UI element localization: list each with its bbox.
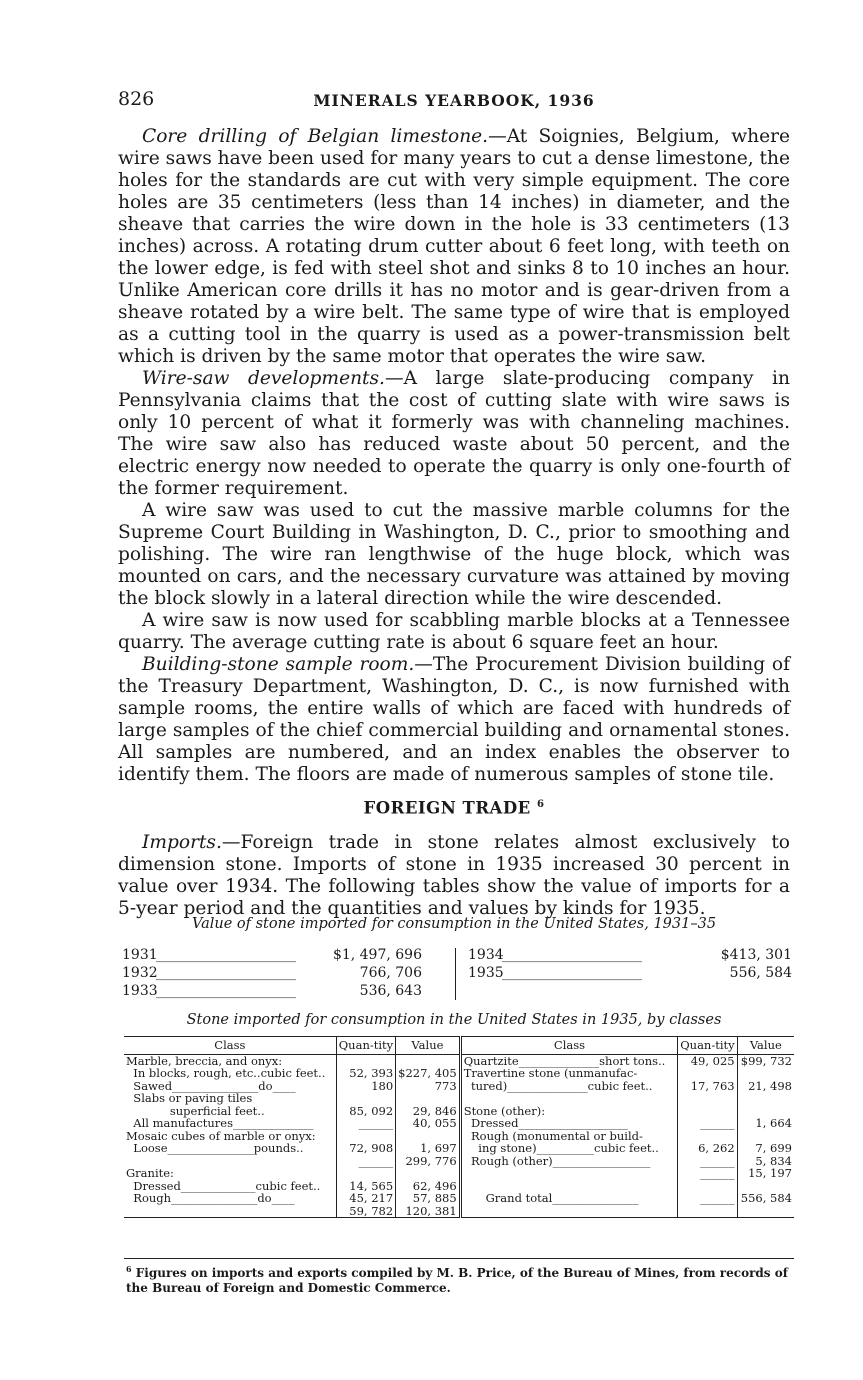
value-cell: 62, 496 [396,1180,461,1193]
class-cell: Marble, breccia, and onyx: [126,1053,283,1068]
table-row [468,946,792,964]
footnote-rule [124,1258,794,1259]
class-cell: Slabs or paving tiles [126,1091,253,1105]
leader-dots: ____________________ [156,947,296,963]
value-cell [737,1067,794,1080]
year-label: 1931 [122,947,158,963]
leader-dots: ____________________ [502,965,642,981]
class-cell: superficial feet.. [126,1103,265,1118]
value-cell: $227, 405 [396,1067,461,1080]
table-row [124,1142,794,1155]
paragraph-sample-room: Building-stone sample room.—The Procurement Division building of the Treasury Department, Washington, D. C., is now furnished with sample rooms, the entire walls of which are faced with hundreds of large samples of the chief commercial building and ornamental stones. All samples are numbered, and an index enables the observer to identify them. The floors are made of numerous samples of stone tile. [118,654,790,785]
value-cell: 5, 834 [737,1155,794,1168]
quantity-cell: 52, 393 [336,1067,395,1080]
quantity-cell [336,1167,395,1180]
quantity-cell [678,1205,737,1218]
value-cell: 29, 846 [396,1105,461,1118]
quantity-cell: ______ [678,1192,737,1205]
class-cell: Grand total_______________ [460,1192,678,1205]
column-header-class: Class [124,1037,336,1055]
value-cell: 556, 584 [729,965,792,981]
value-cell: 1, 664 [737,1117,794,1130]
leader-dots: ____________________ [156,983,296,999]
paragraph-title: Building-stone sample room. [142,654,415,675]
year-label: 1932 [122,965,158,981]
value-cell [396,1167,461,1180]
quantity-cell: 14, 565 [336,1180,395,1193]
paragraph-scabbling: A wire saw is now used for scabbling marble blocks at a Tennessee quarry. The average cutting rate is about 6 square feet an hour. [118,610,790,653]
quantity-cell: 17, 763 [678,1080,737,1093]
quantity-cell: 85, 092 [336,1105,395,1118]
column-header-quantity: Quan-tity [336,1037,395,1055]
table-row [124,1092,794,1105]
quantity-cell: ______ [336,1155,395,1168]
value-cell: 773 [396,1080,461,1093]
quantity-cell: ______ [678,1117,737,1130]
leader-dots: ____________________ [502,947,642,963]
quantity-cell [678,1067,737,1080]
class-cell [460,1167,678,1180]
value-cell: $99, 732 [737,1054,794,1067]
footnote: $^6$ Figures on imports and exports compiled by M. B. Price, of the Bureau of Mines, from records of the Bureau of Foreign and Domestic Commerce. [126,1264,788,1295]
paragraph-title: Core drilling of Belgian limestone. [142,126,489,147]
class-cell: All manufactures______________ [126,1116,314,1130]
footnote-mark: 6 [126,1264,132,1274]
quantity-cell: 49, 025 [678,1054,737,1067]
quantity-cell [336,1092,395,1105]
year-label: 1933 [122,983,158,999]
table-row [124,1117,794,1130]
table-row [124,1167,794,1180]
table-row [122,946,422,964]
class-cell: Stone (other): [460,1105,678,1118]
class-cell: Granite: [126,1166,174,1180]
class-cell: Rough (other)_________________ [460,1155,678,1168]
quantity-cell: 6, 262 [678,1142,737,1155]
class-cell: Sawed_______________do____ [126,1078,296,1093]
value-cell: 299, 776 [396,1155,461,1168]
table-row [122,964,422,982]
class-cell: In blocks, rough, etc..cubic feet.. [126,1066,326,1080]
table1-caption: Value of stone imported for consumption in the United States, 1931–35 [191,916,717,932]
column-header-quantity: Quan-tity [678,1037,737,1055]
year-label: 1935 [468,965,504,981]
class-cell: Rough_______________do____ [126,1191,295,1205]
value-cell: 21, 498 [737,1080,794,1093]
value-cell: 40, 055 [396,1117,461,1130]
paragraph-imports: Imports.—Foreign trade in stone relates almost exclusively to dimension stone. Imports of stone in 1935 increased 30 percent in value over 1934. The following tables show the value of imports for a 5-year period and the quantities and values by kinds for 1935. [118,831,790,919]
table1-left-column [122,946,422,1000]
class-cell: Loose_______________pounds.. [126,1141,304,1155]
quantity-cell: 72, 908 [336,1142,395,1155]
section-heading: FOREIGN TRADE $^6$ [363,798,545,818]
quantity-cell: 180 [336,1080,395,1093]
table-row [468,964,792,982]
table1-divider [455,948,456,1000]
paragraph-title: Wire-saw developments. [142,368,385,389]
value-cell: 1, 697 [396,1142,461,1155]
table2-caption: Stone imported for consumption in the United States in 1935, by classes [186,1012,722,1028]
footnote-ref: 6 [536,799,545,810]
running-title: MINERALS YEARBOOK, 1936 [313,91,595,110]
value-cell: 57, 885 [396,1192,461,1205]
year-label: 1934 [468,947,504,963]
paragraph-core-drilling: Core drilling of Belgian limestone.—At Soignies, Belgium, where wire saws have been used for many years to cut a dense limestone, the holes for the standards are cut with very simple equipment. The core holes are 35 centimeters (less than 14 inches) in diameter, and the sheave that carries the wire down in the hole is 33 centimeters (13 inches) across. A rotating drum cutter about 6 feet long, with teeth on the lower edge, is fed with steel shot and sinks 8 to 10 inches an hour. Unlike American core drills it has no motor and is gear-driven from a sheave rotated by a wire belt. The same type of wire that is employed as a cutting tool in the quarry is used as a power-transmission belt which is driven by the same motor that operates the wire saw. [118,126,791,367]
column-header-value: Value [396,1037,461,1055]
value-cell: $1, 497, 696 [332,947,422,963]
class-cell [460,1092,678,1105]
class-cell [460,1205,678,1218]
value-cell: $413, 301 [720,947,792,963]
table-row [124,1205,794,1218]
class-cell: Quartzite______________short tons.. [460,1054,678,1067]
class-cell: Travertine stone (unmanufac- [460,1067,678,1080]
class-cell: Mosaic cubes of marble or onyx: [126,1128,316,1143]
value-cell: 15, 197 [737,1167,794,1180]
table-row [124,1067,794,1080]
quantity-cell [678,1092,737,1105]
page-number: 826 [118,88,155,110]
table-row [124,1155,794,1168]
value-cell: 120, 381 [396,1205,461,1218]
quantity-cell: 59, 782 [336,1205,395,1218]
class-cell: ing stone)__________cubic feet.. [460,1142,678,1155]
value-cell: 536, 643 [359,983,422,999]
quantity-cell: ______ [678,1155,737,1168]
quantity-cell: ______ [336,1117,395,1130]
paragraph-wire-saw: Wire-saw developments.—A large slate-producing company in Pennsylvania claims that the cost of cutting slate with wire saws is only 10 percent of what it formerly was with channeling machines. The wire saw also has reduced waste about 50 percent, and the electric energy now needed to operate the quarry is only one-fourth of the former requirement. [118,368,790,499]
body-text [118,126,790,920]
class-cell: tured)______________cubic feet.. [460,1080,678,1093]
value-cell [396,1092,461,1105]
table2-by-classes [124,1036,794,1218]
table-row [124,1192,794,1205]
column-header-class: Class [460,1037,678,1055]
value-cell [737,1092,794,1105]
paragraph-supreme-court: A wire saw was used to cut the massive marble columns for the Supreme Court Building in Washington, D. C., prior to smoothing and polishing. The wire ran lengthwise of the huge block, which was mounted on cars, and the necessary curvature was attained by moving the block slowly in a lateral direction while the wire descended. [118,500,790,609]
column-header-value: Value [737,1037,794,1055]
table1-right-column [468,946,792,982]
table-row [122,982,422,1000]
value-cell: 766, 706 [359,965,422,981]
quantity-cell: 45, 217 [336,1192,395,1205]
page-header [118,88,790,112]
value-cell: 7, 699 [737,1142,794,1155]
class-cell: Dressed_____________cubic feet.. [126,1178,321,1193]
class-cell [124,1205,336,1218]
class-cell: Dressed___________________ [460,1117,678,1130]
quantity-cell: ______ [678,1167,737,1180]
value-cell [737,1205,794,1218]
leader-dots: ____________________ [156,965,296,981]
value-cell: 556, 584 [737,1192,794,1205]
paragraph-title: Imports. [142,831,222,853]
class-cell: Rough (monumental or build- [460,1130,678,1143]
